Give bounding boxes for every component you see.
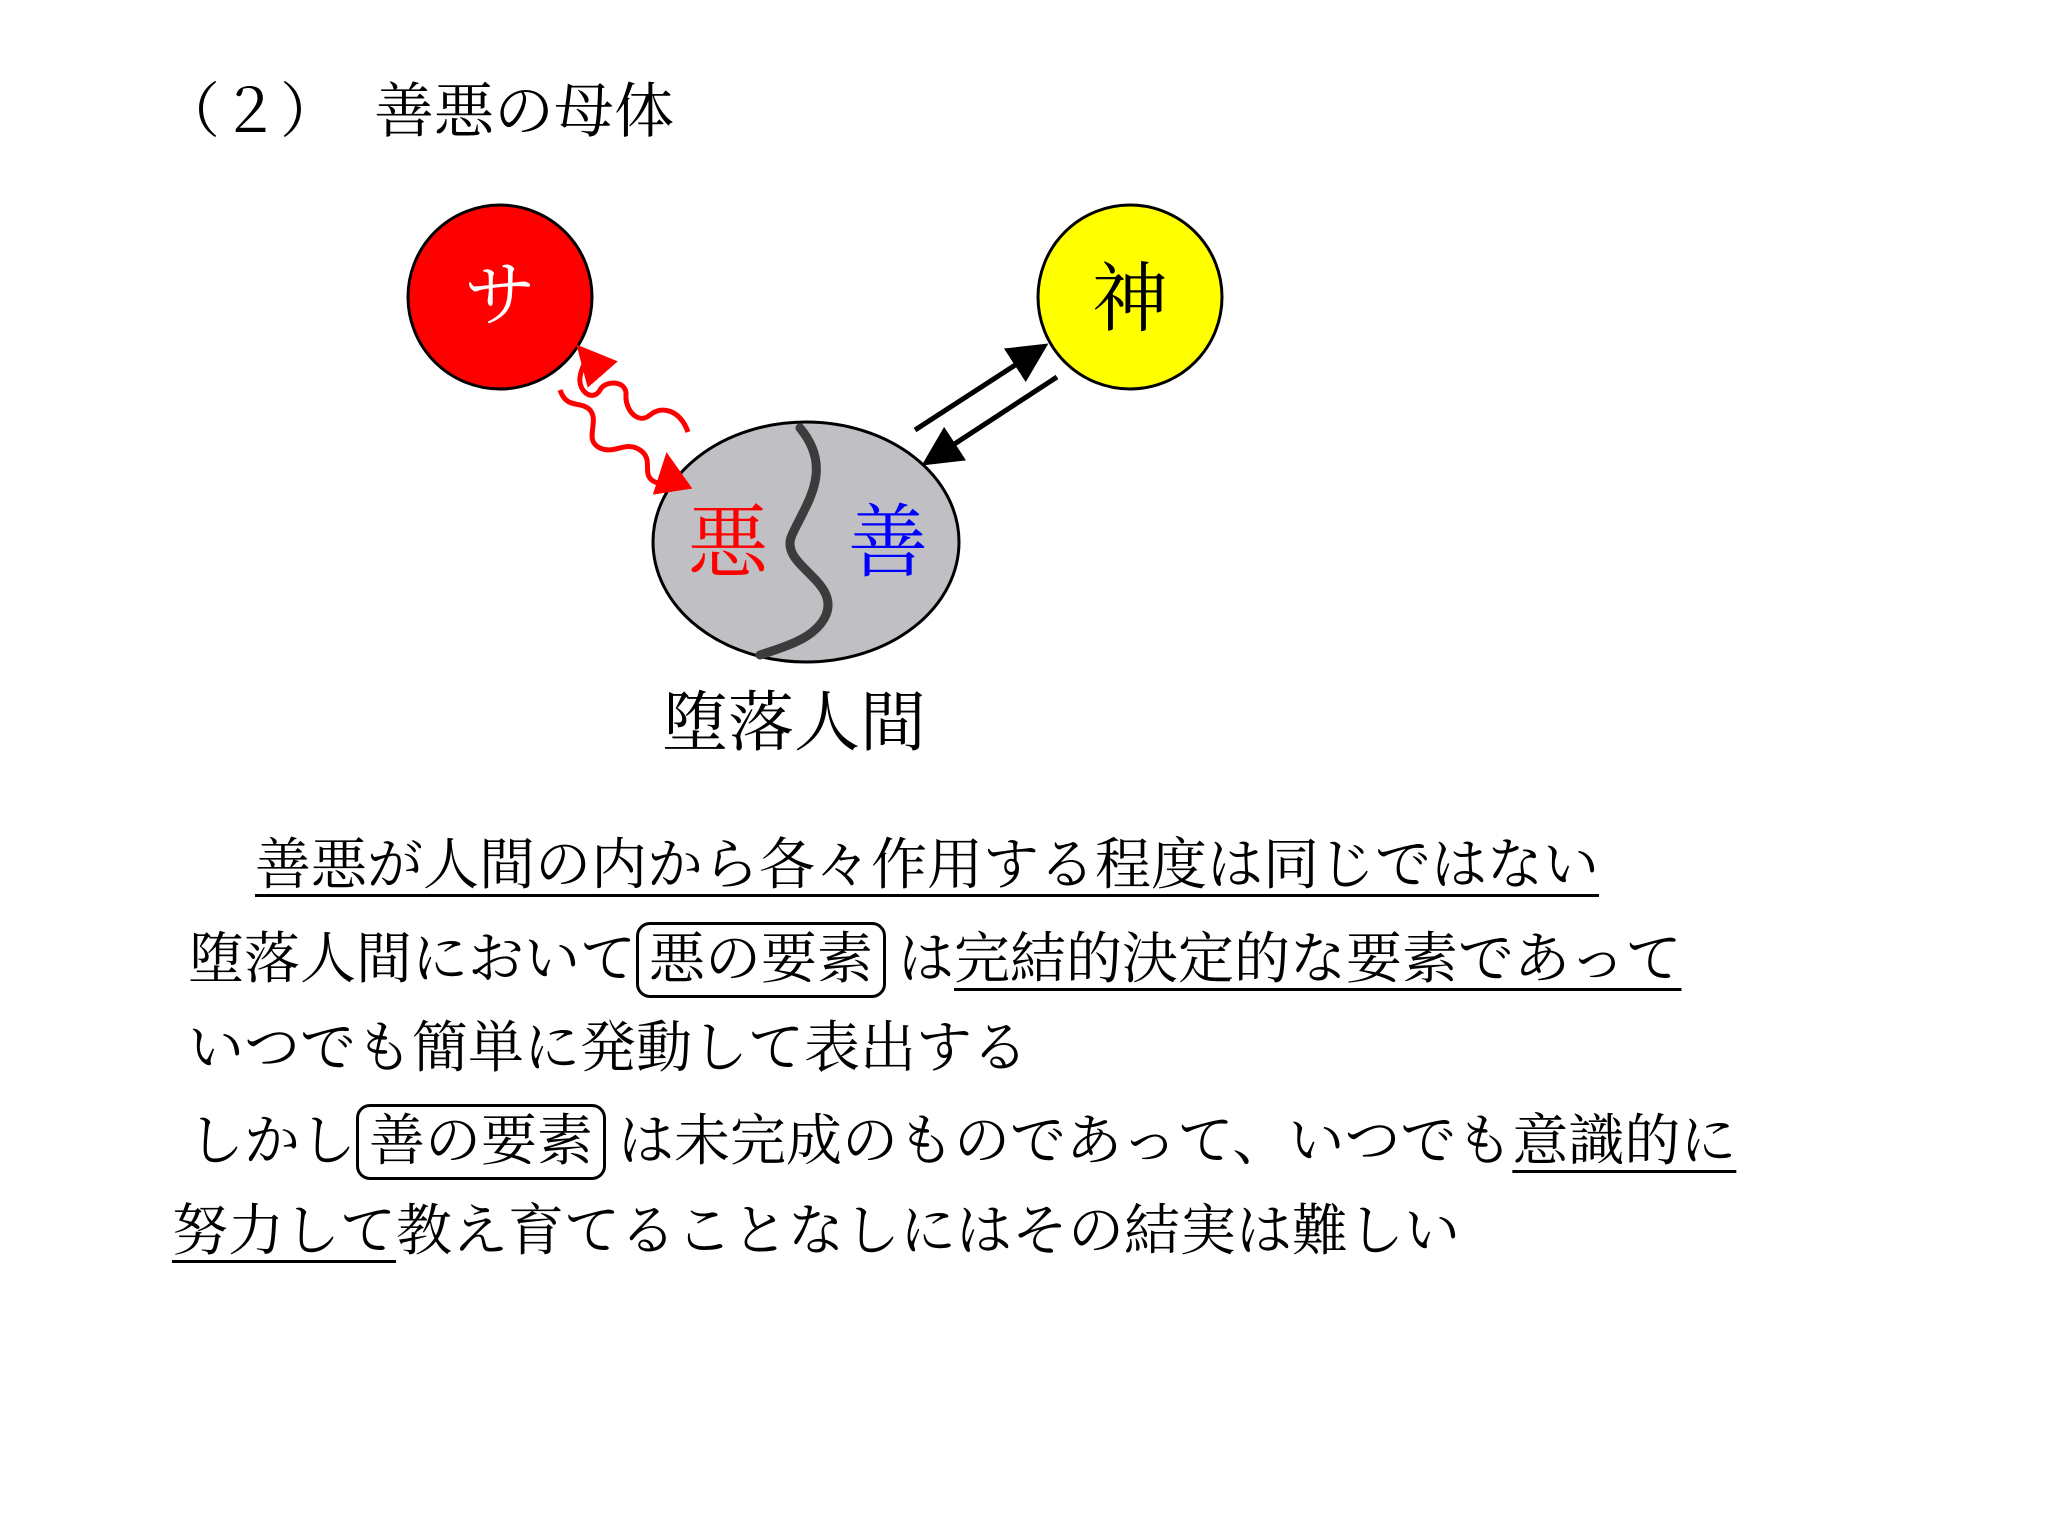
evil-element-box: 悪の要素 — [636, 922, 886, 998]
good-element-box: 善の要素 — [356, 1104, 606, 1180]
line2-particle: は — [898, 927, 954, 992]
line4-middle: は未完成のものであって、いつでも — [618, 1109, 1513, 1174]
title-number: （２） — [160, 77, 340, 147]
line2-underlined: 完結的決定的な要素であって — [954, 927, 1682, 992]
line5-rest: 教え育てることなしにはその結実は難しい — [396, 1199, 1460, 1264]
wavy-arrow-satan-to-human — [560, 390, 668, 483]
text-line-5 — [172, 1196, 1460, 1268]
text-line-2 — [188, 922, 1681, 998]
human-label: 堕落人間 — [662, 684, 926, 761]
arrow-human-to-god — [915, 349, 1040, 430]
line3-text: いつでも簡単に発動して表出する — [188, 1016, 1028, 1081]
line4-underlined: 意識的に — [1512, 1109, 1737, 1174]
god-label: 神 — [1092, 254, 1168, 343]
line1-underlined: 善悪が人間の内から各々作用する程度は同じではない — [255, 833, 1599, 898]
text-line-1 — [255, 830, 1599, 902]
line2-lead: 堕落人間において — [188, 927, 636, 992]
evil-label: 悪 — [688, 496, 768, 589]
line5-underlined: 努力して — [172, 1199, 396, 1264]
text-line-4 — [188, 1104, 1736, 1180]
line4-lead: しかし — [188, 1109, 356, 1174]
wavy-arrow-human-to-satan — [580, 352, 688, 432]
title-text: 善悪の母体 — [374, 77, 674, 147]
satan-label: サ — [463, 253, 537, 337]
arrow-god-to-human — [930, 377, 1057, 460]
text-line-3 — [188, 1013, 1028, 1085]
good-label: 善 — [848, 496, 928, 589]
